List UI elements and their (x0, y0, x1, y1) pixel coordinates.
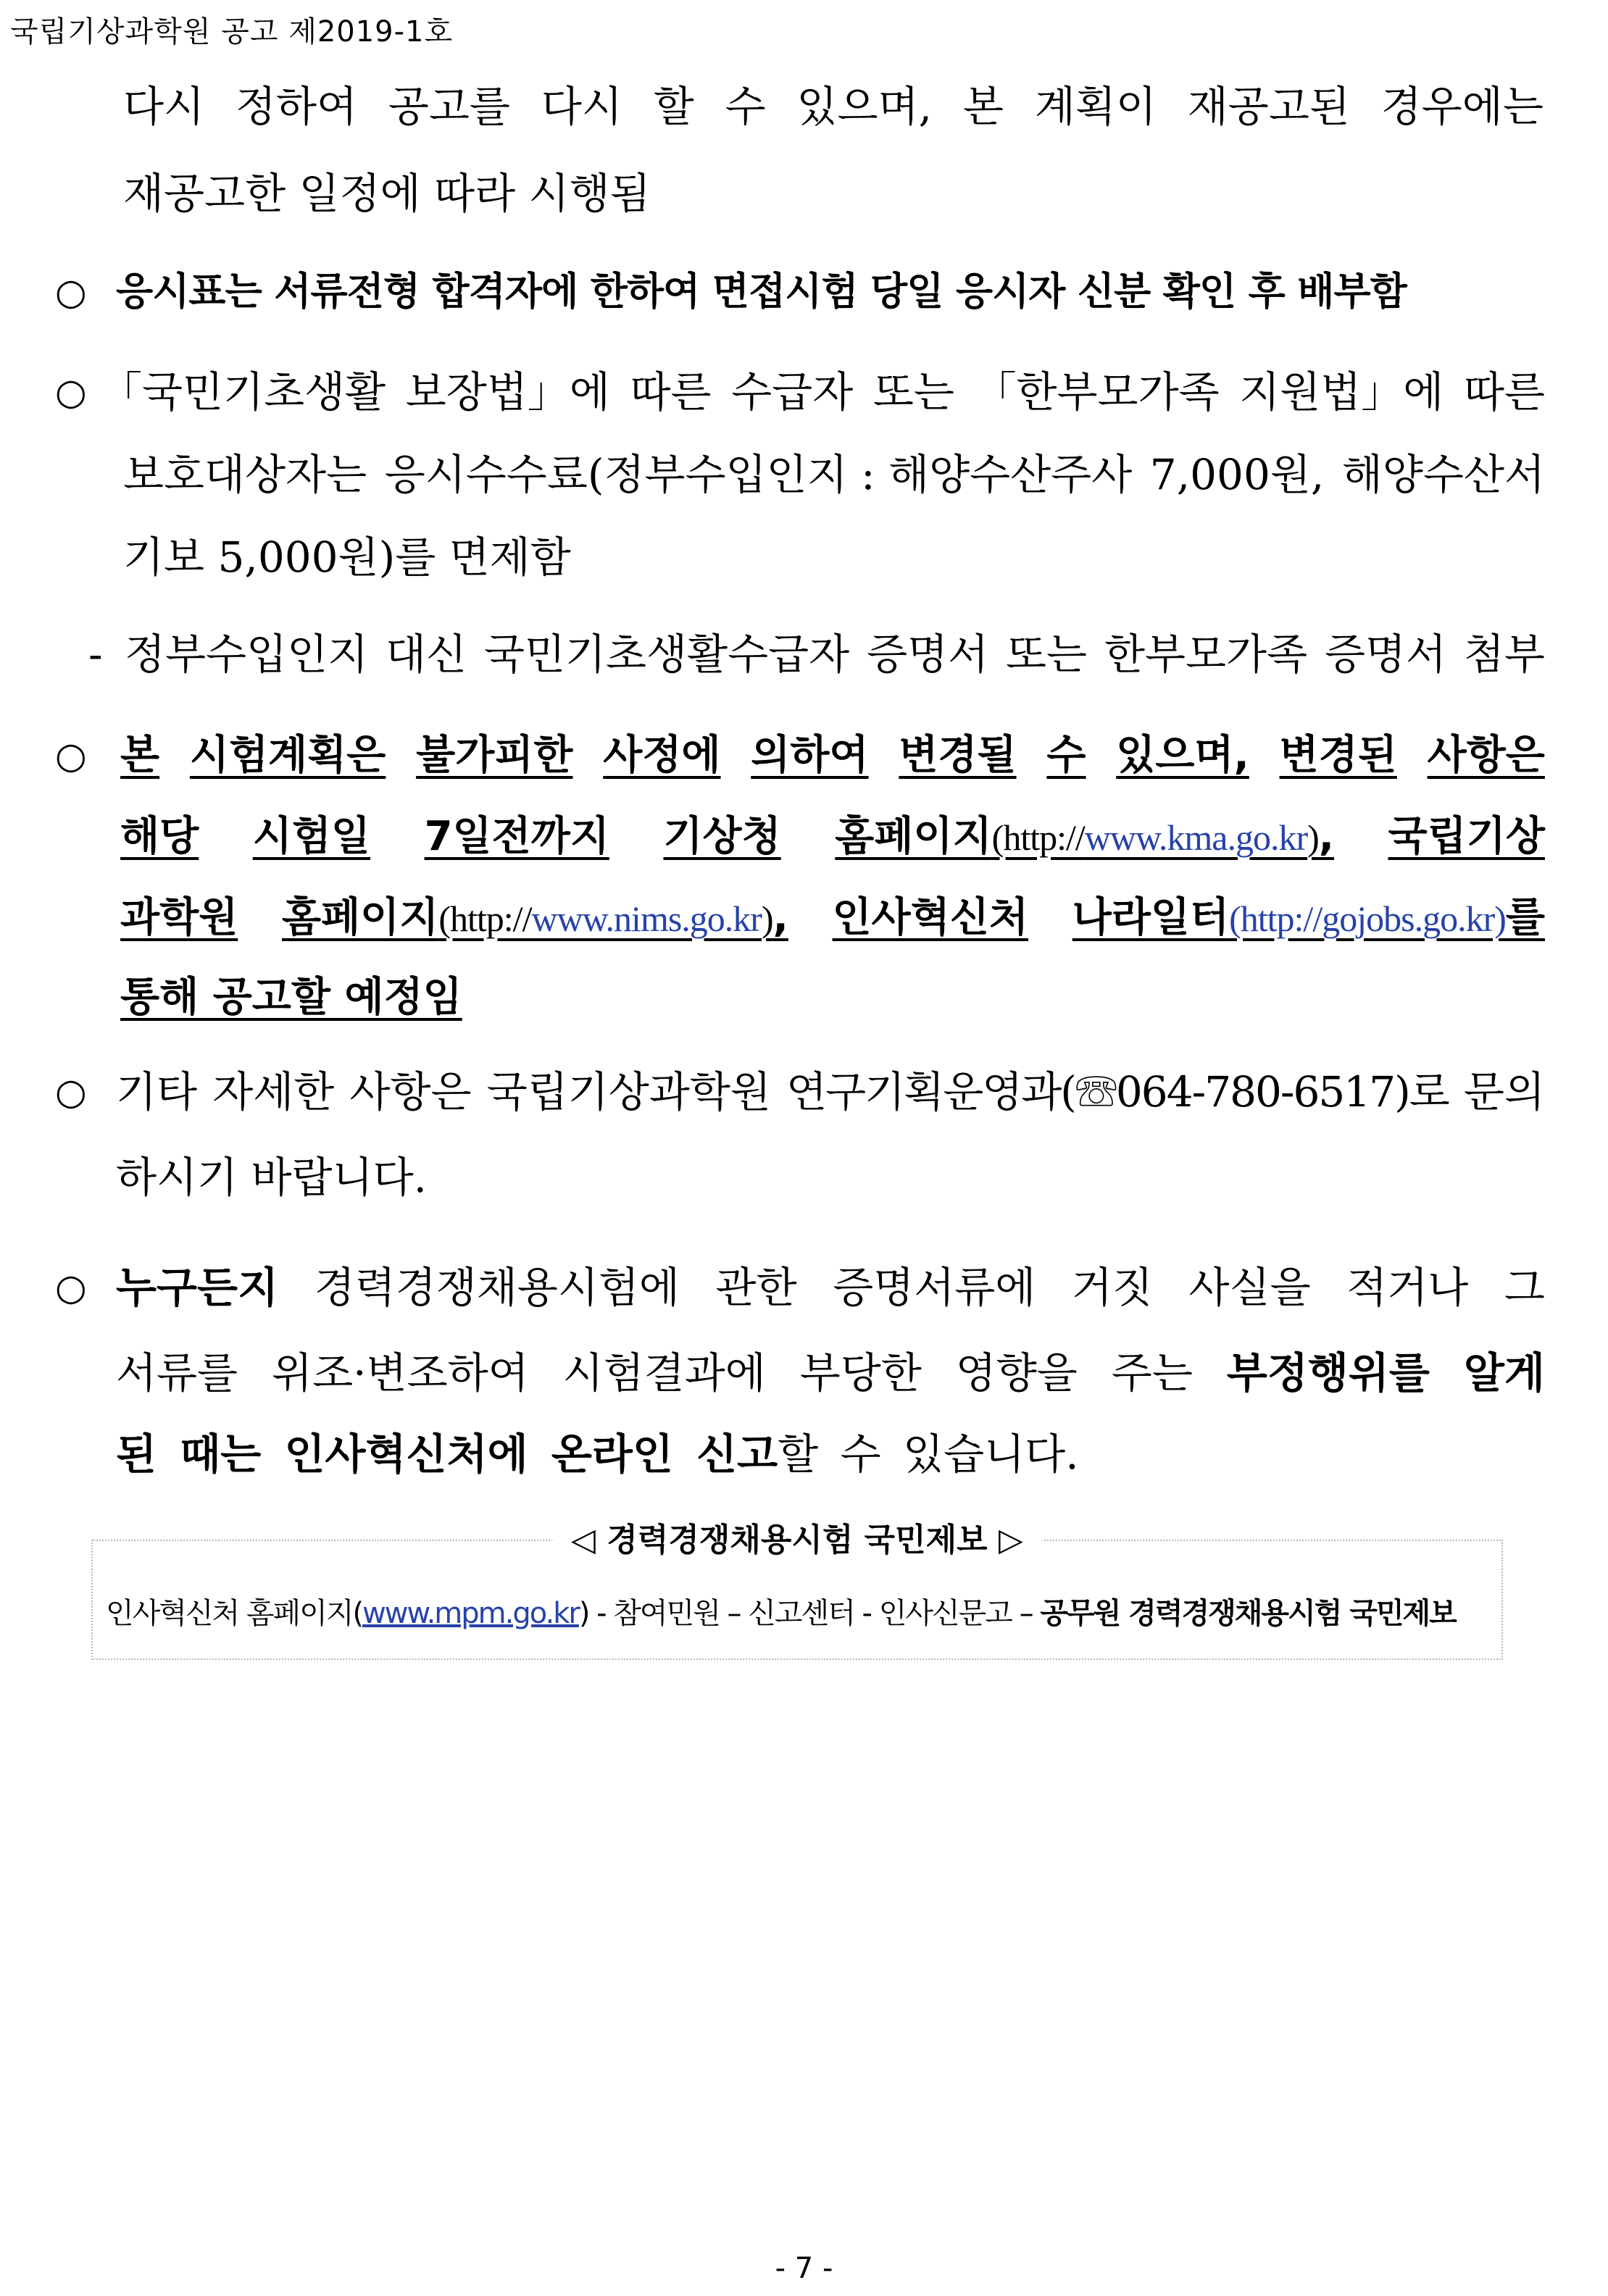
p7-line-3: 된 때는 인사혁신처에 온라인 신고할 수 있습니다. (116, 1429, 1079, 1479)
p1-line-2: 재공고한 일정에 따라 시행됨 (123, 169, 651, 218)
p6-line-2: 하시기 바랍니다. (116, 1153, 428, 1202)
page-number: - 7 - (775, 2252, 833, 2285)
bullet-circle: ○ (55, 1266, 87, 1308)
p5-line-2: 해당 시험일 7일전까지 기상청 홈페이지(http://www.kma.go.kr), 국립기상 (120, 813, 1545, 860)
bullet-circle: ○ (55, 735, 87, 777)
p4-line: 정부수입인지 대신 국민기초생활수급자 증명서 또는 한부모가족 증명서 첨부 (125, 630, 1545, 679)
notice-number: 국립기상과학원 공고 제2019-1호 (10, 15, 454, 49)
p3-line-3: 기보 5,000원)를 면제함 (123, 533, 571, 582)
mpm-link[interactable]: www.mpm.go.kr (362, 1597, 579, 1630)
kma-link[interactable]: www.kma.go.kr (1084, 817, 1308, 858)
p5-line-4: 통해 공고할 예정임 (120, 974, 462, 1021)
bullet-circle: ○ (55, 371, 87, 413)
bullet-circle: ○ (55, 271, 87, 313)
p5-line-1: 본 시험계획은 불가피한 사정에 의하여 변경될 수 있으며, 변경된 사항은 (120, 732, 1545, 779)
p2-text: 응시표는 서류전형 합격자에 한하여 면접시험 당일 응시자 신분 확인 후 배부함 (116, 270, 1407, 314)
p7-line-2: 서류를 위조·변조하여 시험결과에 부당한 영향을 주는 부정행위를 알게 (116, 1348, 1545, 1398)
report-info-box (91, 1521, 1503, 1660)
dash-marker: - (88, 630, 103, 679)
report-box-title: ◁ 경력경쟁채용시험 국민제보 ▷ (552, 1516, 1042, 1564)
gojobs-link[interactable]: (http://gojobs.go.kr) (1229, 898, 1506, 939)
p1-line-1: 다시 정하여 공고를 다시 할 수 있으며, 본 계획이 재공고된 경우에는 (123, 82, 1544, 131)
bullet-circle: ○ (55, 1071, 87, 1113)
p3-line-2: 보호대상자는 응시수수료(정부수입인지 : 해양수산주사 7,000원, 해양수산서 (123, 450, 1545, 499)
p7-line-1: 누구든지 경력경쟁채용시험에 관한 증명서류에 거짓 사실을 적거나 그 (116, 1263, 1545, 1312)
p6-line-1: 기타 자세한 사항은 국립기상과학원 연구기획운영과(☏064-780-6517)로 문의 (116, 1067, 1545, 1116)
p3-line-1: 「국민기초생활 보장법」에 따른 수급자 또는 「한부모가족 지원법」에 따른 (100, 367, 1545, 417)
nims-link[interactable]: www.nims.go.kr (531, 898, 762, 939)
report-path: 인사혁신처 홈페이지(www.mpm.go.kr) - 참여민원 – 신고센터 - 인사신문고 – 공무원 경력경쟁채용시험 국민제보 (106, 1597, 1456, 1630)
p5-line-3: 과학원 홈페이지(http://www.nims.go.kr), 인사혁신처 나라일터(http://gojobs.go.kr)를 (120, 894, 1545, 941)
